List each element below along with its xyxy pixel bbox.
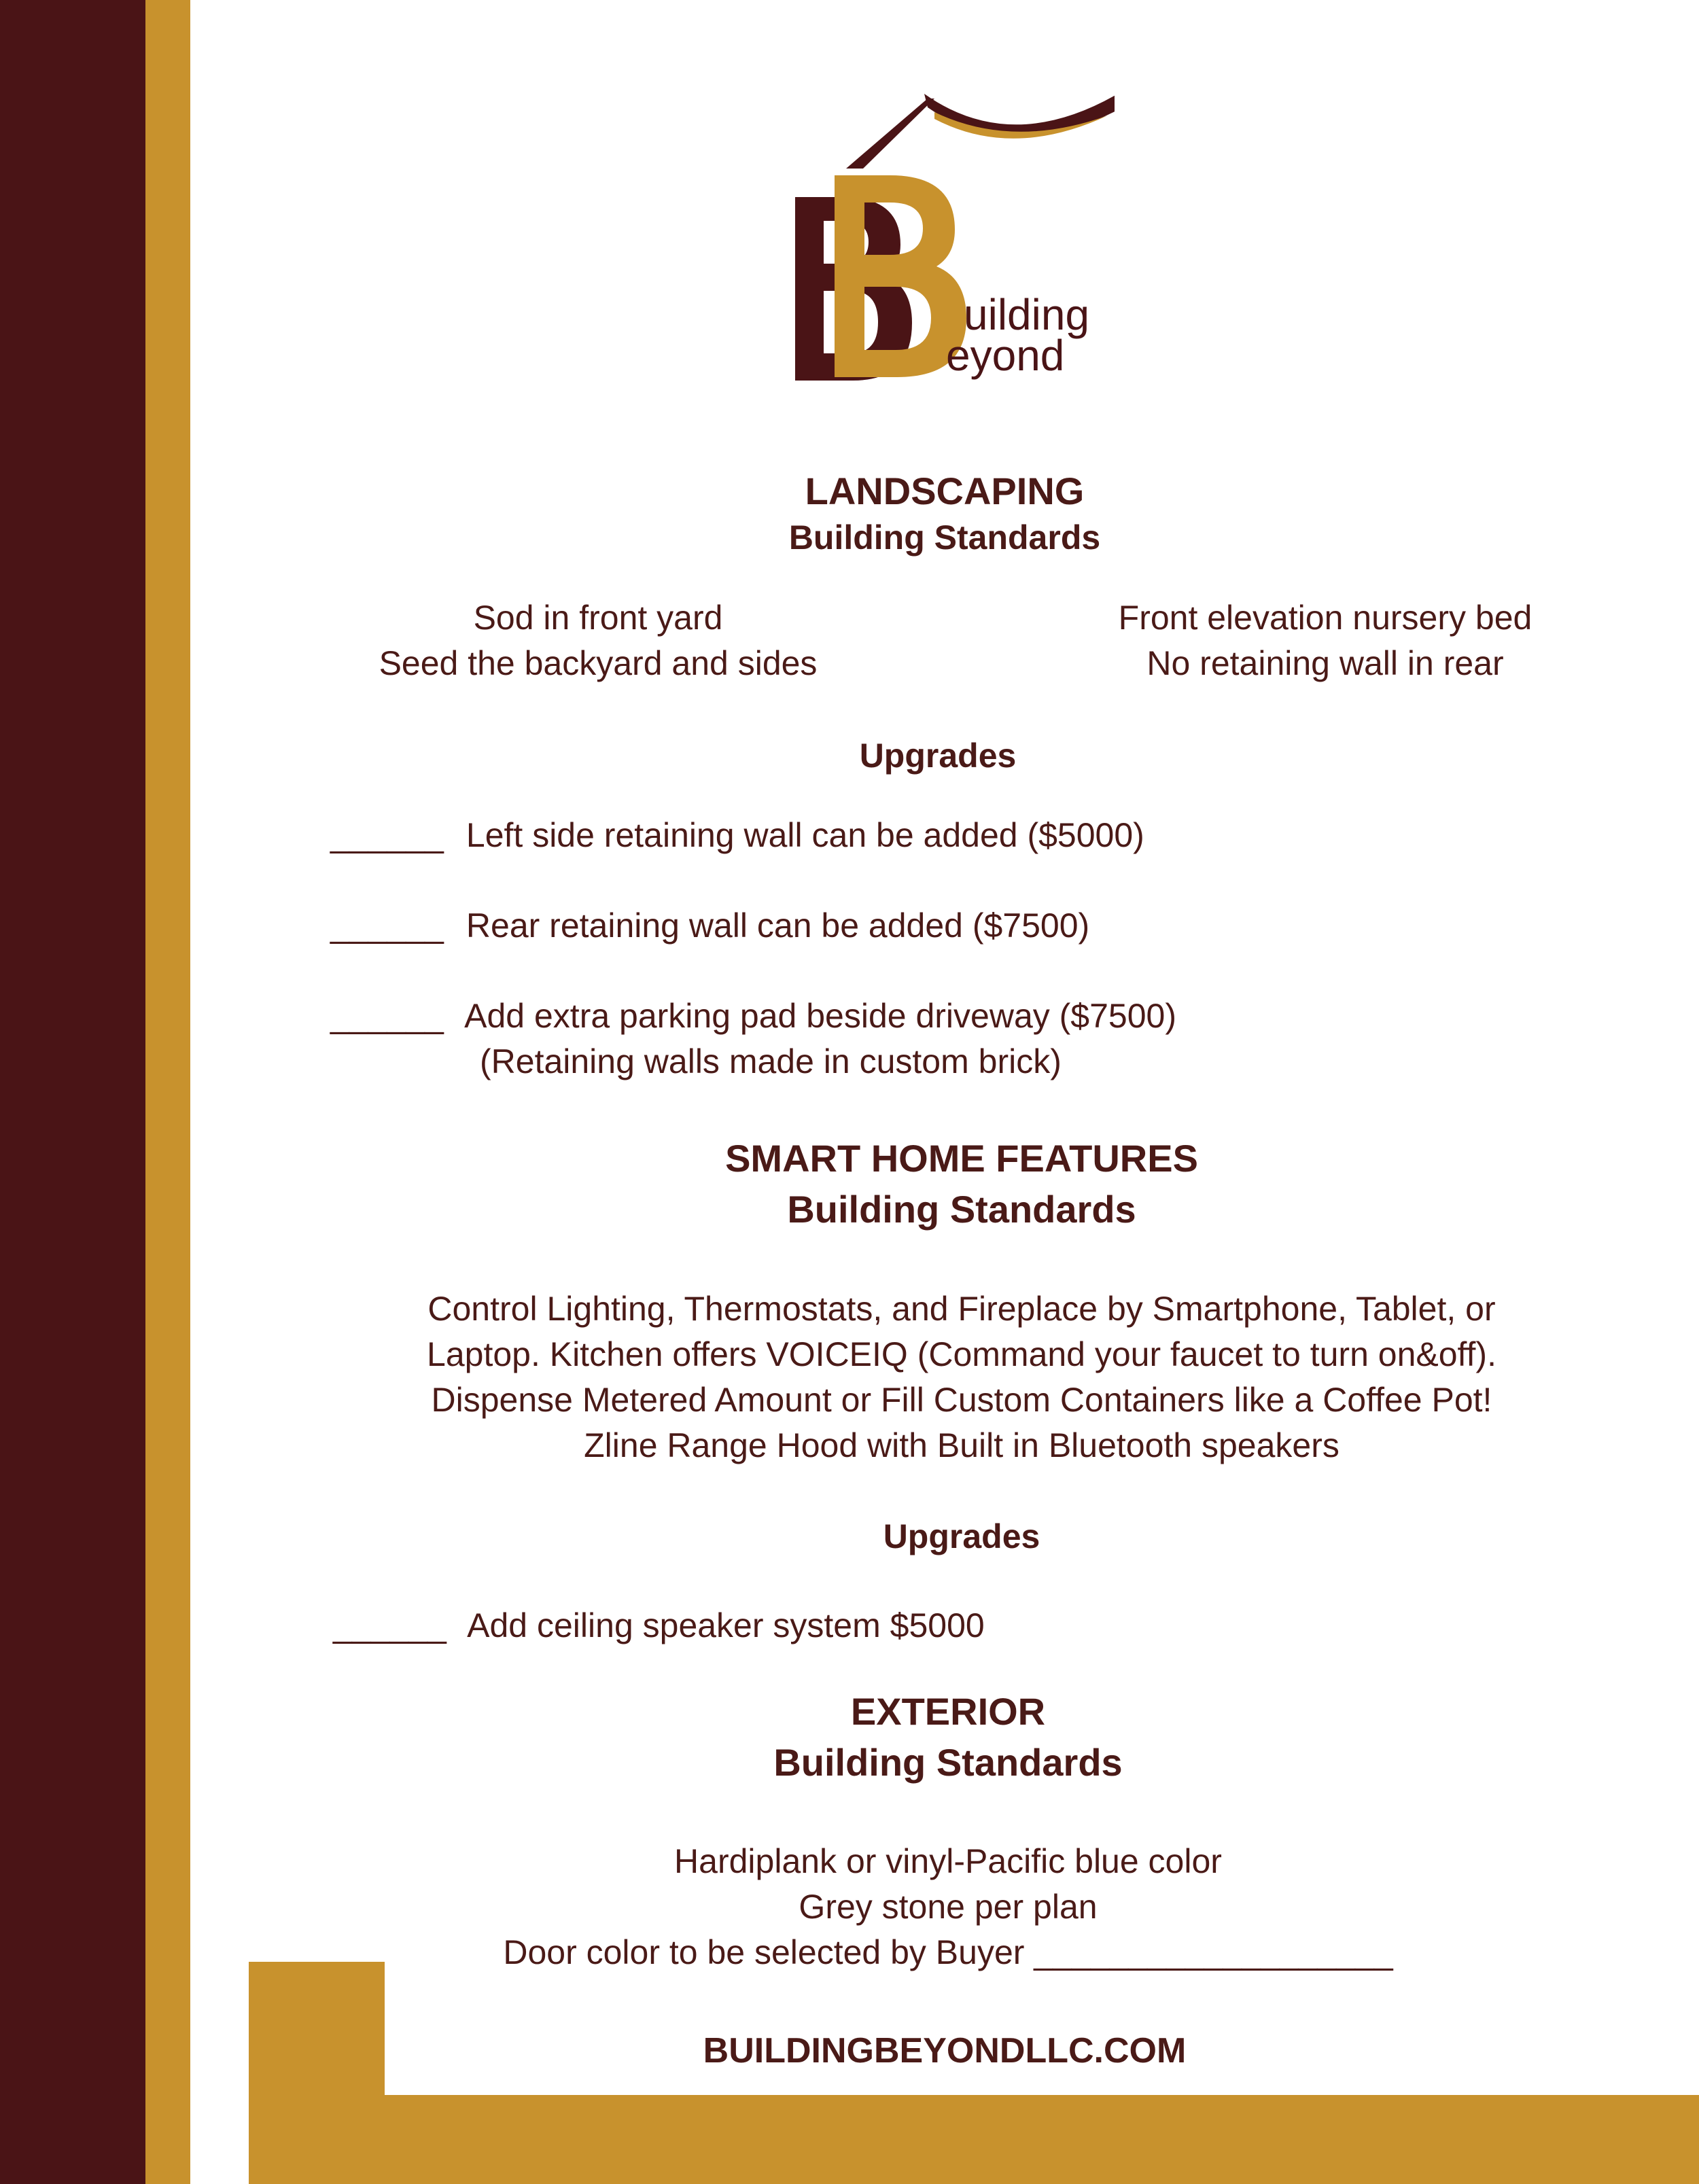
landscaping-title: LANDSCAPING (805, 470, 1085, 512)
upgrade-text: Rear retaining wall can be added ($7500) (466, 906, 1090, 945)
exterior-standards (194, 1839, 1699, 1975)
landscaping-upgrades-heading: Upgrades (859, 737, 1017, 775)
standard-item: Front elevation nursery bed (1118, 599, 1532, 637)
upgrade-item[interactable] (330, 993, 1176, 1085)
exterior-title: EXTERIOR (850, 1690, 1046, 1733)
website-url[interactable]: BUILDINGBEYONDLLC.COM (703, 2031, 1187, 2071)
smart-home-title: SMART HOME FEATURES (725, 1137, 1198, 1180)
standard-line: Dispense Metered Amount or Fill Custom Containers like a Coffee Pot! (431, 1381, 1492, 1419)
logo-text-beyond: eyond (946, 331, 1065, 380)
landscaping-standards-right (1019, 595, 1631, 686)
standard-item: No retaining wall in rear (1146, 644, 1504, 682)
exterior-subtitle: Building Standards (773, 1741, 1123, 1784)
upgrade-text: Add extra parking pad beside driveway ($7500) (464, 997, 1176, 1035)
smart-home-standards (207, 1286, 1699, 1468)
standard-line: Control Lighting, Thermostats, and Fireplace by Smartphone, Tablet, or (427, 1290, 1496, 1328)
landscaping-standards-left (292, 595, 904, 686)
upgrade-checkbox-blank[interactable]: ______ (330, 906, 444, 945)
upgrade-item[interactable] (330, 813, 1144, 858)
standard-item: Sod in front yard (473, 599, 723, 637)
standard-line: Zline Range Hood with Built in Bluetooth speakers (584, 1426, 1339, 1464)
standard-line: Door color to be selected by Buyer ___________________ (503, 1933, 1393, 1971)
upgrade-checkbox-blank[interactable]: ______ (333, 1606, 446, 1644)
standard-line: Laptop. Kitchen offers VOICEIQ (Command your faucet to turn on&off). (427, 1335, 1496, 1373)
standard-line: Grey stone per plan (799, 1888, 1098, 1926)
building-beyond-logo (788, 88, 1115, 387)
logo-text-building: uilding (964, 290, 1090, 339)
left-gold-bar (145, 0, 190, 2184)
upgrade-text: Left side retaining wall can be added ($5000) (466, 816, 1144, 854)
logo-graphic (788, 88, 1115, 387)
upgrade-checkbox-blank[interactable]: ______ (330, 816, 444, 854)
upgrade-checkbox-blank[interactable]: ______ (330, 997, 444, 1035)
footer-gold-band (249, 2095, 1699, 2184)
smart-home-subtitle: Building Standards (787, 1188, 1136, 1231)
landscaping-subtitle: Building Standards (788, 518, 1101, 557)
standard-item: Seed the backyard and sides (379, 644, 818, 682)
smart-home-upgrades-heading: Upgrades (883, 1517, 1040, 1555)
left-maroon-bar (0, 0, 145, 2184)
standard-line: Hardiplank or vinyl-Pacific blue color (674, 1842, 1222, 1880)
upgrade-item[interactable] (330, 903, 1089, 949)
upgrade-text: Add ceiling speaker system $5000 (467, 1606, 985, 1644)
upgrade-note: (Retaining walls made in custom brick) (480, 1042, 1062, 1080)
upgrade-item[interactable] (333, 1603, 985, 1649)
